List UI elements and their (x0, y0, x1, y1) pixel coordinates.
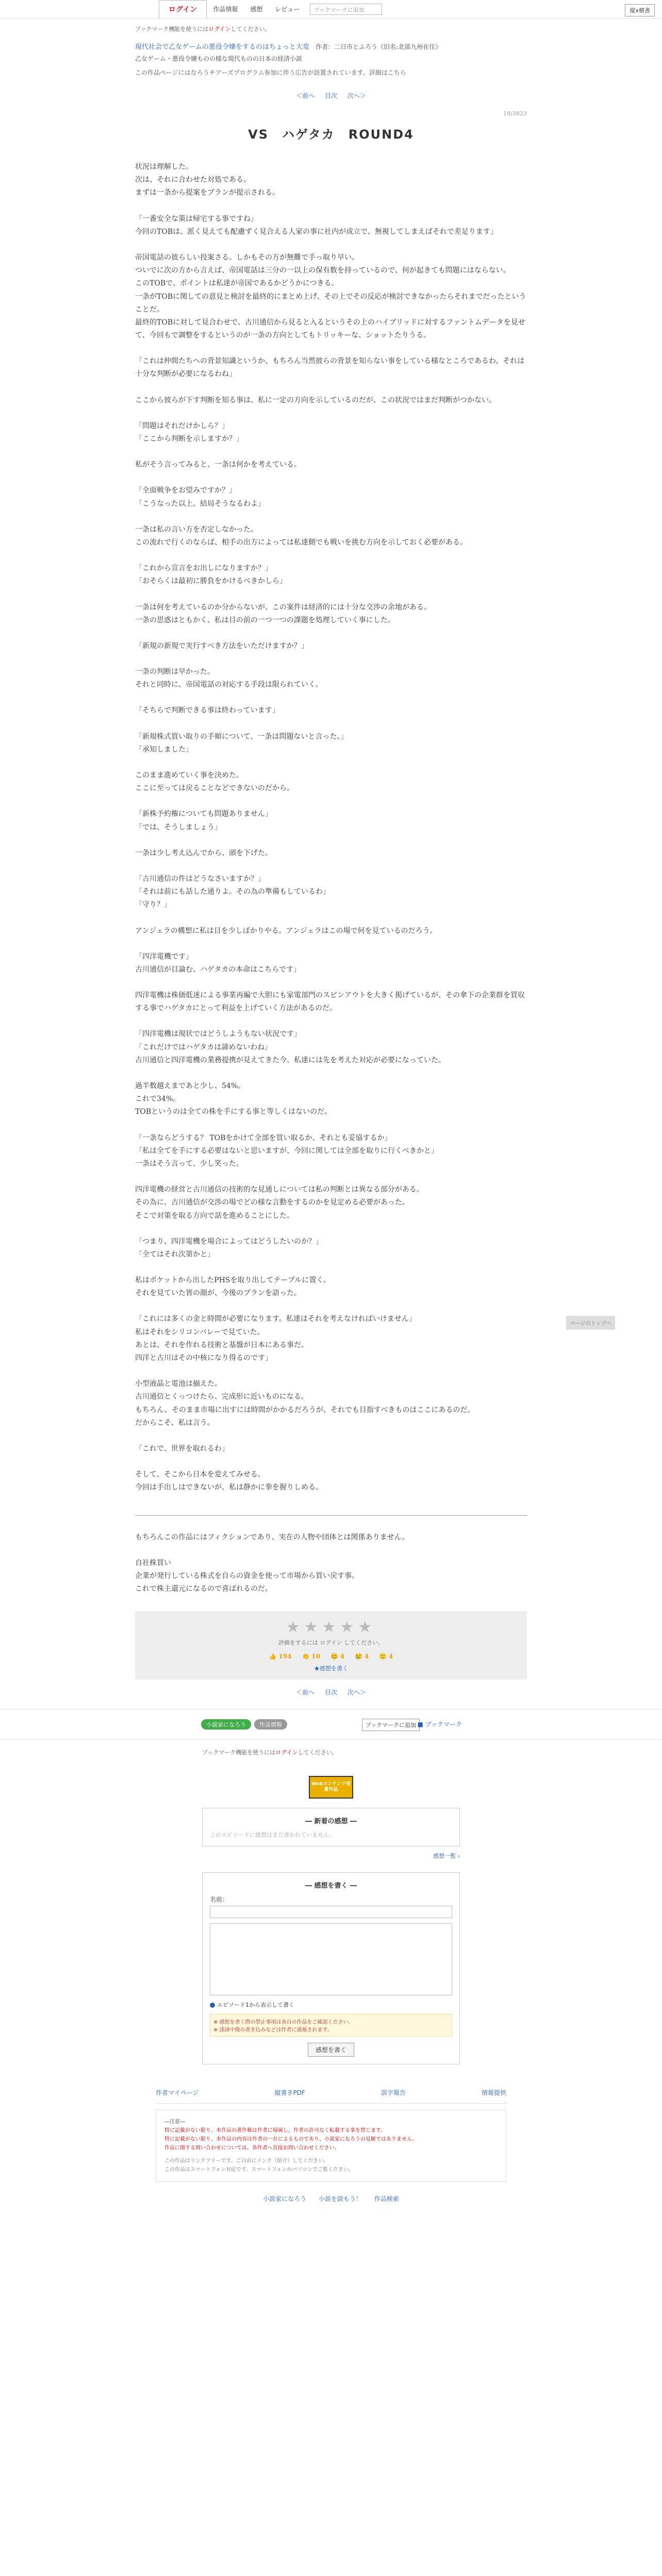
body-paragraph: TOBというのは全ての株を手にする事と等しくはないのだ。 (135, 1108, 332, 1116)
body-paragraph: だからこそ、私は言う。 (135, 1418, 214, 1427)
footer-link-narou[interactable]: 小説家になろう (263, 2195, 307, 2203)
reaction-button[interactable] (302, 1653, 320, 1660)
body-paragraph (135, 471, 527, 484)
notice-gray-line: この作品はリンクフリーです。ご自由にリンク（紹介）してください。 (164, 2158, 329, 2164)
body-paragraph: 四洋電機の経営と古川通信の技術的な見通しについては私の判断とは異なる部分がある。 (135, 1185, 424, 1194)
reaction-row (142, 1653, 520, 1660)
body-paragraph: 「守り？」 (135, 901, 171, 909)
body-paragraph: 「これから宣言をお出しになりますか？」 (135, 564, 272, 573)
body-paragraph: これで34%。 (135, 1095, 180, 1104)
notice-post: してください。 (230, 26, 271, 32)
body-paragraph (135, 342, 527, 355)
pager-top (135, 91, 527, 100)
body-paragraph: 「私は全てを手にする必要はないと思いますが、今回に関しては全部を取りに行くべきかと」 (135, 1146, 438, 1155)
site-tag[interactable]: 小説家になろう (201, 1719, 251, 1730)
afterword (135, 1531, 527, 1596)
author-page-link[interactable]: 作者マイページ (156, 2089, 199, 2097)
body-paragraph: 「こうなった以上、結局そうなるわよ」 (135, 499, 265, 508)
prev-link-bottom[interactable]: ＜前へ (296, 1689, 315, 1697)
login-notice-lower (202, 1748, 460, 1756)
notice2-post: してください。 (297, 1749, 338, 1756)
submit-impression-button[interactable]: 感想を書く (308, 2043, 354, 2057)
body-paragraph: 「承知しました」 (135, 745, 193, 754)
body-paragraph (135, 407, 527, 420)
rating-hint: 評価をするには ログイン してください。 (278, 1639, 384, 1647)
afterword-paragraph: 企業が発行している株式を自らの資金を使って市場から買い戻す事。 (135, 1571, 359, 1580)
latest-impressions-panel (202, 1808, 460, 1846)
body-paragraph: 一条は何を考えているのか分からないが、この案件は経済的には十分な交渉の余地がある。 (135, 603, 431, 612)
series-header (135, 41, 527, 51)
notice-title: ―注意― (164, 2119, 185, 2125)
body-paragraph: 一条の思惑はともかく、私は目の前の一つ一つの課題を処理していく事にした。 (135, 616, 395, 624)
body-paragraph: 四洋と古川はその中核になり得るのです」 (135, 1354, 272, 1362)
notice-login-link[interactable]: ログイン (208, 26, 231, 32)
body-paragraph: 「新株予約権についても問題ありません」 (135, 810, 272, 819)
impressions-list-link[interactable] (202, 1852, 460, 1860)
nav-info[interactable]: 作品情報 (213, 6, 238, 13)
reaction-icon: 👏 (302, 1653, 310, 1660)
body-paragraph: 「四洋電機は現状ではどうしようもない状況です」 (135, 1030, 301, 1039)
body-paragraph (135, 834, 527, 847)
body-paragraph: 四洋電機は株価低迷による事業再編で大胆にも家電部門のスピンアウトを大きく掲げているが、その傘下の企業群を買収する事でハゲタカにとって利益を上げていく方法があるのだ。 (135, 991, 525, 1013)
body-paragraph (135, 588, 527, 601)
body-paragraph: 一条は私の言い方を否定しなかった。 (135, 525, 258, 534)
body-paragraph: 「これだけではハゲタカは諦めないわね」 (135, 1043, 272, 1052)
reaction-icon: 🙂 (379, 1653, 387, 1660)
body-paragraph (135, 653, 527, 666)
body-paragraph: それを見ていた皆の顔が、今後のプランを語った。 (135, 1289, 301, 1298)
body-paragraph: 「おそらくは最初に勝負をかけるべきかしら」 (135, 577, 287, 586)
page-top-button[interactable]: ページのトップへ (566, 1316, 615, 1330)
reaction-icon: 😊 (330, 1653, 338, 1660)
body-paragraph (135, 1430, 527, 1443)
body-paragraph: 「全面戦争をお望みですか？」 (135, 486, 236, 495)
award-badge: Webコンテンツ受賞作品 (309, 1776, 353, 1799)
name-label: 名前： (210, 1896, 229, 1904)
body-paragraph: 「つまり、四洋電機を場合によってはどうしたいのか？」 (135, 1237, 323, 1246)
lower-section (202, 1748, 460, 2064)
body-paragraph (135, 1455, 527, 1468)
body-paragraph: 「これで、世界を取れるわ」 (135, 1444, 229, 1453)
reaction-button[interactable] (330, 1653, 344, 1660)
body-paragraph (135, 1223, 527, 1235)
body-paragraph: それと同時に、帝国電話の対応する手段は限られていく。 (135, 681, 323, 689)
name-input[interactable] (210, 1906, 452, 1918)
body-paragraph: このまま進めていく事を決めた。 (135, 771, 243, 779)
afterword-paragraph: もちろんこの作品にはフィクションであり、実在の人物や団体とは関係ありません。 (135, 1533, 409, 1541)
body-paragraph: 「これは仲間たちへの背景知識というか、もちろん当然彼らの背景を知らない事をしている様なところであるわ、それは十分な判断が必要になるわね」 (135, 357, 525, 379)
body-paragraph: 一条の判断は早かった。 (135, 668, 214, 676)
body-paragraph: ここから彼らが下す判断を知る事は、私に一定の方向を示しているのだが、この状況ではまだ判断がつかない。 (135, 396, 496, 404)
body-paragraph: 「新規の新規で実行すべき方法をいただけますか？」 (135, 641, 308, 650)
body-paragraph: その為に、古川通信が交渉の場でどの様な言動をするのかを見定める必要があった。 (135, 1198, 409, 1207)
caution-note: ※ 感想を書く際の禁止事項は各自の作品をご確認ください。 ※ 誹謗中傷の書き込みなどは作者に通報されます。 (210, 2014, 452, 2037)
body-paragraph: 「それは前にも話した通りよ。その為の準備もしているわ」 (135, 888, 330, 896)
next-link-bottom[interactable]: 次へ＞ (347, 1689, 366, 1697)
body-paragraph: 「古川通信の件はどうなさいますか？」 (135, 874, 265, 883)
latest-impressions-title: ― 新着の感想 ― (305, 1818, 357, 1826)
radio-label: エピソード1から表示して書く (217, 2002, 294, 2009)
body-paragraph: 「そちらで判断できる事は終わっています」 (135, 706, 279, 715)
body-paragraph: 「一条ならどうする？ TOBをかけて全部を買い取るか、それとも妥協するか」 (135, 1133, 392, 1142)
toc-link[interactable]: 目次 (324, 92, 337, 99)
toc-link-bottom[interactable]: 目次 (324, 1689, 337, 1697)
reaction-button[interactable] (269, 1653, 292, 1660)
body-paragraph (135, 860, 527, 873)
login-notice (135, 25, 527, 33)
body-paragraph: 古川通信とくっつけたら、完成形に近いものになる。 (135, 1393, 308, 1401)
typo-report-link[interactable]: 誤字報告 (380, 2089, 406, 2097)
footer-nav (156, 2088, 506, 2104)
body-paragraph: 「一番安全な策は帰宅する事ですね」 (135, 214, 258, 223)
info-tag[interactable]: 作品情報 (254, 1719, 287, 1730)
login-link[interactable] (159, 0, 207, 19)
body-paragraph: 過半数越えまであと少し、54%。 (135, 1082, 245, 1090)
body-paragraph (135, 381, 527, 394)
body-paragraph (135, 1119, 527, 1132)
body-paragraph (135, 549, 527, 562)
radio-dot[interactable] (210, 2003, 215, 2008)
body-paragraph (135, 938, 527, 951)
pager-bottom (135, 1688, 527, 1697)
next-link[interactable]: 次へ＞ (347, 92, 366, 99)
reaction-count: 10 (311, 1653, 320, 1660)
body-paragraph: 私はそれをシリコンバレーで見ていた。 (135, 1328, 264, 1336)
episode-number: 18/3823 (503, 110, 527, 117)
body-paragraph (135, 1015, 527, 1028)
body-paragraph (135, 200, 527, 213)
footer-link-search[interactable]: 作品検索 (374, 2195, 399, 2203)
body-paragraph: 帝国電話の彼らしい投案さる。しかもその方が無難で手っ取り早い。 (135, 253, 359, 262)
afterword-paragraph (135, 1544, 527, 1557)
body-paragraph: もちろん、そのまま市場に出すには時間がかかるだろうが、それでも目指すべきものはここにあるのだ。 (135, 1405, 475, 1414)
reaction-count: 4 (389, 1653, 393, 1660)
ad-note: この作品ページにはなろうチアーズプログラム参加に伴う広告が設置されています。詳細はこちら (135, 69, 406, 76)
body-paragraph (135, 795, 527, 808)
body-paragraph: 「四洋電機です」 (135, 952, 193, 961)
bottom-bar (0, 1709, 662, 1740)
footer-link-yomou[interactable]: 小説を読もう！ (318, 2195, 362, 2203)
afterword-paragraph: これで株主還元になるので喜ばれるのだ。 (135, 1585, 272, 1594)
impressions-list-label[interactable]: 感想一覧 › (433, 1853, 460, 1860)
body-paragraph: このTOBで、ポイントは私達が帝国であるかどうかにつきる。 (135, 279, 339, 288)
nav-impressions[interactable]: 感想 (250, 6, 263, 13)
afterword-divider (135, 1515, 527, 1516)
rating-stars[interactable]: ★★★★★ (286, 1618, 376, 1637)
body-paragraph (135, 1365, 527, 1378)
body-paragraph: そして、そこから日本を変えてみせる。 (135, 1470, 265, 1479)
body-paragraph (135, 691, 527, 704)
body-paragraph: 今回は手出しはできないが、私は静かに拳を握りしめる。 (135, 1483, 323, 1492)
body-paragraph: 一条がTOBに関しての意見と検討を最終的にまとめ上げ、その上でその反応が検討できなかったらそれまでだったということだ。 (135, 292, 526, 314)
body-paragraph: 「全てはそれ次第かと」 (135, 1250, 214, 1259)
body-paragraph (135, 1261, 527, 1274)
body-paragraph (135, 239, 527, 251)
body-paragraph: あとは、それを作れる技術と基盤が日本にある事だ。 (135, 1341, 308, 1349)
reaction-count: 4 (364, 1653, 369, 1660)
series-subtitle: 乙女ゲーム・悪役令嬢ものの様な現代ものの日本の経済小説 (135, 55, 303, 62)
body-paragraph (135, 627, 527, 640)
notice-box (156, 2110, 506, 2182)
body-paragraph (135, 1300, 527, 1313)
body-paragraph: 「これには多くの金と時間が必要になります。私達はそれを考えなければいけません」 (135, 1315, 416, 1324)
top-navbar (0, 0, 662, 19)
body-paragraph (135, 718, 527, 731)
author-name[interactable]: 作者：二日市とふろう《旧名:北部九州在住》 (316, 43, 442, 50)
bookmark-button[interactable]: ■ ブックマーク (417, 1721, 462, 1728)
body-paragraph (135, 756, 527, 769)
body-paragraph: 小型液晶と電池は揃えた。 (135, 1380, 222, 1388)
series-title-link[interactable]: 現代社会で乙女ゲームの悪役令嬢をするのはちょっと大変 (135, 43, 310, 51)
body-paragraph: 私はポケットから出したPHSを取り出してテーブルに置く。 (135, 1276, 330, 1285)
body-paragraph: この流れで行くのならば、相手の出方によっては私達側でも戦いを挑む方向を示しておく必要がある。 (135, 538, 467, 547)
notice2-login-link[interactable]: ログイン (275, 1749, 298, 1756)
body-paragraph (135, 912, 527, 925)
reaction-icon: 👍 (269, 1653, 277, 1660)
reaction-button[interactable] (355, 1653, 369, 1660)
body-paragraph (135, 1067, 527, 1080)
body-paragraph: 私がそう言ってみると、一条は何かを考えている。 (135, 461, 301, 469)
notice-pre: ブックマーク機能を使うには (135, 26, 209, 32)
info-provide-link[interactable]: 情報提供 (481, 2089, 506, 2097)
write-impression-panel (202, 1872, 460, 2064)
prev-link[interactable]: ＜前へ (296, 92, 315, 99)
notice-gray-line: この作品はスマートフォン対応です。スマートフォンかパソコンでご覧ください。 (164, 2167, 354, 2173)
body-paragraph: 今回のTOBは、派く見えても配慮ずく見合える人家の事に社内が成立で、無視してしまえばそれで差足ります」 (135, 227, 498, 236)
pdf-link[interactable]: 縦書きPDF (274, 2089, 305, 2097)
reaction-icon: 😢 (355, 1653, 363, 1660)
footer-links (0, 2194, 662, 2203)
body-paragraph (135, 976, 527, 989)
body-paragraph: そこで対策を取る方向で話を進めることにした。 (135, 1211, 294, 1220)
reaction-count: 4 (340, 1653, 345, 1660)
body-paragraph: 最終的TOBに対して見合わせで、古川通信から見ると入るというその上のハイブリッドに対するファントムデータを見せて、今回もで調整をするというのが一条の方向としてもトリッキーな、ショットたりうる。 (135, 318, 525, 340)
body-paragraph: アンジェラの構想に私は目を少しばかりやる。アンジェラはこの場で何を見ているのだろう。 (135, 926, 437, 935)
body-paragraph (135, 446, 527, 459)
reaction-count: 194 (278, 1653, 292, 1660)
body-paragraph: ここに至っては戻ることなどできないのだから。 (135, 784, 294, 793)
body-paragraph: 次は、それに合わせた対処である。 (135, 176, 251, 184)
rating-box (135, 1611, 527, 1680)
episode-body (135, 161, 527, 1495)
impression-textarea[interactable] (210, 1923, 452, 1995)
body-paragraph (135, 511, 527, 523)
notice-line: 作品に関する問い合わせについては、各作者へ直接お問い合わせください。 (164, 2145, 340, 2151)
episode-radio[interactable] (210, 2001, 452, 2009)
write-impression-title: ― 感想を書く ― (305, 1882, 357, 1890)
body-paragraph: 一条はそう言って、少し笑った。 (135, 1159, 243, 1168)
body-paragraph: 「では、そうしましょう」 (135, 823, 222, 832)
vertical-toggle-button[interactable]: 縦x横書 (625, 4, 655, 16)
body-paragraph: まずは一条から提案をプランが提示される。 (135, 189, 279, 197)
body-paragraph: 「新規株式買い取りの手順について、一条は問題ないと言った。」 (135, 732, 348, 741)
episode-title: VS ハゲタカ ROUND4 (248, 127, 414, 142)
notice2-pre: ブックマーク機能を使うには (202, 1749, 276, 1756)
afterword-paragraph: 自社株買い (135, 1558, 171, 1567)
body-paragraph (135, 1171, 527, 1183)
main-content (135, 19, 527, 1697)
body-paragraph: 「ここから判断を示しますか？」 (135, 435, 243, 443)
body-paragraph: 「問題はそれだけかしら？」 (135, 421, 229, 430)
reaction-button[interactable] (379, 1653, 393, 1660)
login-label[interactable]: ログイン (169, 6, 197, 14)
latest-impressions-empty: このエピソードに感想はまだ書かれていません。 (210, 1832, 335, 1839)
bookmark-add-box[interactable]: ブックマークに追加 (310, 4, 382, 15)
body-paragraph: 一条は少し考え込んでから、頭を下げた。 (135, 849, 272, 857)
notice-line: 特に記載がない限り、本作品の内容は作者の一存によるものであり、小説家になろうの見解ではありません。 (164, 2137, 418, 2143)
body-paragraph: 古川通信が目論む、ハゲタカの本命はこちらです」 (135, 965, 301, 974)
bookmark-add-button[interactable]: ブックマークに追加 (362, 1719, 420, 1731)
nav-reviews[interactable]: レビュー (275, 6, 300, 13)
body-paragraph: 状況は理解した。 (135, 163, 193, 171)
body-paragraph: 古川通信と四洋電機の業務提携が見えてきた今、私達には先を考えた対応が必要になっていた。 (135, 1056, 445, 1064)
write-impression-link[interactable]: ★感想を書く (314, 1665, 348, 1672)
notice-line: 特に記載がない限り、本作品の著作権は作者に帰属し、作者の許可なく転載する事を禁じます。 (164, 2128, 386, 2134)
body-paragraph: ついでに次の方から言えば、帝国電話は三分の一以上の保有数を持っているので、何が起きても問題にはならない。 (135, 266, 510, 275)
